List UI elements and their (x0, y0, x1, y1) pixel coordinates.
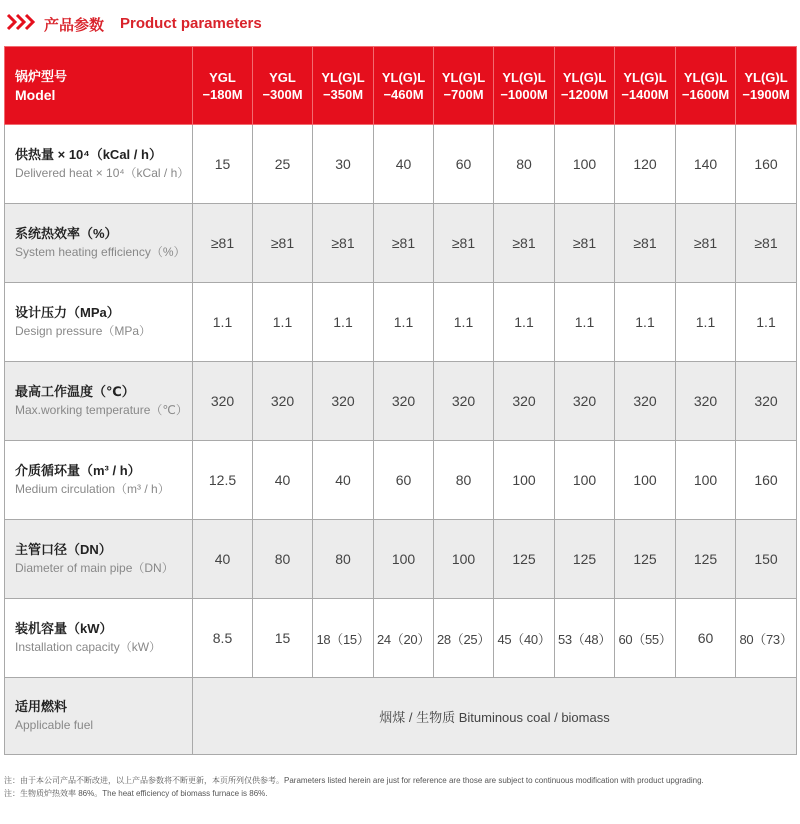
footnotes (4, 774, 796, 800)
table-row (5, 520, 797, 599)
table-cell: ≥81 (434, 204, 494, 283)
footnote-2: 注：生物质炉热效率 86%。The heat efficiency of biomass furnace is 86%. (4, 789, 268, 798)
table-cell: 100 (434, 520, 494, 599)
table-row (5, 362, 797, 441)
model-name-line2: −1200M (560, 86, 609, 102)
table-cell: 1.1 (555, 283, 615, 362)
model-name-line1: YL(G)L (744, 69, 788, 85)
table-cell: 1.1 (313, 283, 374, 362)
row-label-cn: 最高工作温度（℃） (15, 384, 135, 399)
model-header-cell (434, 47, 494, 125)
table-cell: 15 (253, 599, 313, 678)
table-cell: 1.1 (615, 283, 676, 362)
model-header-cell (615, 47, 676, 125)
table-cell: 45（40） (494, 599, 555, 678)
footnote-1: 注：由于本公司产品不断改进，以上产品参数将不断更新，本页所列仅供参考。Parameters listed herein are just for reference are those are subject to continuous modification with product upgrading. (4, 776, 704, 785)
table-cell: 100 (615, 441, 676, 520)
model-name-line2: −350M (322, 86, 364, 102)
model-header-cell (736, 47, 797, 125)
model-name-line1: YL(G)L (683, 69, 728, 85)
table-cell: ≥81 (494, 204, 555, 283)
table-cell: ≥81 (374, 204, 434, 283)
table-cell: 160 (736, 441, 797, 520)
table-cell: 100 (555, 441, 615, 520)
table-cell: ≥81 (253, 204, 313, 283)
model-header-cell (494, 47, 555, 125)
table-cell: 40 (374, 125, 434, 204)
table-cell: ≥81 (313, 204, 374, 283)
row-label-cell (5, 520, 193, 599)
table-cell: ≥81 (736, 204, 797, 283)
table-cell: 40 (313, 441, 374, 520)
product-parameters-table (4, 46, 797, 755)
model-name-line2: −1900M (742, 86, 790, 102)
table-cell: 1.1 (494, 283, 555, 362)
row-label-en: Applicable fuel (15, 718, 94, 732)
table-cell: 320 (253, 362, 313, 441)
model-name-line1: YL(G)L (502, 69, 546, 85)
table-cell: 28（25） (434, 599, 494, 678)
row-label-en: System heating efficiency（%） (15, 245, 186, 259)
model-name-line1: YGL (269, 69, 296, 85)
fuel-value-cell: 烟煤 / 生物质 Bituminous coal / biomass (193, 678, 797, 755)
model-name-line1: YGL (209, 69, 236, 85)
table-cell: 53（48） (555, 599, 615, 678)
double-chevron-right-icon (6, 12, 36, 32)
model-name-line1: YL(G)L (441, 69, 486, 85)
row-label-en: Installation capacity（kW） (15, 640, 162, 654)
table-cell: 12.5 (193, 441, 253, 520)
row-label-en: Max.working temperature（℃） (15, 403, 188, 417)
table-cell: 24（20） (374, 599, 434, 678)
header-label-cn: 锅炉型号 (15, 68, 68, 84)
table-cell: ≥81 (555, 204, 615, 283)
header-label-en: Model (15, 86, 56, 103)
table-cell: 80 (434, 441, 494, 520)
section-title-cn: 产品参数 (44, 17, 105, 34)
table-cell: 120 (615, 125, 676, 204)
model-header-cell (193, 47, 253, 125)
model-header-cell (555, 47, 615, 125)
table-cell: 320 (434, 362, 494, 441)
row-label-cell (5, 678, 193, 755)
row-label-cn: 适用燃料 (15, 699, 68, 714)
table-cell: 160 (736, 125, 797, 204)
row-label-en: Delivered heat × 10⁴（kCal / h） (15, 166, 190, 180)
header-label-cell (5, 47, 193, 125)
table-row (5, 125, 797, 204)
table-row (5, 441, 797, 520)
row-label-cn: 介质循环量（m³ / h） (15, 463, 141, 478)
row-label-en: Medium circulation（m³ / h） (15, 482, 170, 496)
row-label-cn: 供热量 × 10⁴（kCal / h） (15, 147, 162, 162)
row-label-cn: 装机容量（kW） (15, 621, 113, 636)
model-header-cell (374, 47, 434, 125)
table-row (5, 283, 797, 362)
table-cell: 320 (615, 362, 676, 441)
table-header-row (5, 47, 797, 125)
table-cell: ≥81 (193, 204, 253, 283)
table-cell: 80（73） (736, 599, 797, 678)
table-cell: 60（55） (615, 599, 676, 678)
row-label-cn: 主管口径（DN） (15, 542, 112, 557)
model-header-cell (253, 47, 313, 125)
row-label-cn: 设计压力（MPa） (15, 305, 120, 320)
row-label-cell (5, 599, 193, 678)
table-cell: 1.1 (253, 283, 313, 362)
table-cell: 320 (676, 362, 736, 441)
table-cell: 8.5 (193, 599, 253, 678)
row-label-cell (5, 441, 193, 520)
table-cell: 140 (676, 125, 736, 204)
model-name-line2: −460M (383, 86, 424, 102)
table-cell: 1.1 (736, 283, 797, 362)
model-name-line2: −700M (443, 86, 484, 102)
table-cell: 80 (313, 520, 374, 599)
table-cell: 100 (555, 125, 615, 204)
table-cell: 40 (253, 441, 313, 520)
table-cell: 18（15） (313, 599, 374, 678)
fuel-row (5, 678, 797, 755)
model-header-cell (313, 47, 374, 125)
table-cell: 320 (494, 362, 555, 441)
model-name-line1: YL(G)L (381, 69, 426, 85)
table-cell: 320 (736, 362, 797, 441)
table-cell: 80 (494, 125, 555, 204)
row-label-cell (5, 204, 193, 283)
model-name-line2: −180M (202, 86, 243, 102)
table-cell: 1.1 (193, 283, 253, 362)
table-cell: 60 (434, 125, 494, 204)
table-cell: 1.1 (374, 283, 434, 362)
table-cell: 60 (374, 441, 434, 520)
table-cell: 320 (193, 362, 253, 441)
table-cell: 125 (555, 520, 615, 599)
table-cell: 320 (374, 362, 434, 441)
table-cell: 150 (736, 520, 797, 599)
table-cell: 60 (676, 599, 736, 678)
model-name-line2: −1600M (681, 86, 730, 102)
model-name-line1: YL(G)L (562, 69, 607, 85)
row-label-cell (5, 362, 193, 441)
table-row (5, 204, 797, 283)
model-name-line2: −300M (262, 86, 303, 102)
table-cell: 320 (555, 362, 615, 441)
row-label-en: Diameter of main pipe（DN） (15, 561, 174, 575)
table-cell: 1.1 (434, 283, 494, 362)
row-label-cell (5, 283, 193, 362)
model-name-line2: −1400M (621, 86, 669, 102)
table-cell: 100 (676, 441, 736, 520)
section-title-en: Product parameters (120, 15, 262, 32)
model-header-cell (676, 47, 736, 125)
table-cell: 100 (494, 441, 555, 520)
table-cell: 80 (253, 520, 313, 599)
table-cell: 40 (193, 520, 253, 599)
table-cell: 125 (494, 520, 555, 599)
table-cell: 1.1 (676, 283, 736, 362)
table-cell: ≥81 (676, 204, 736, 283)
row-label-cell (5, 125, 193, 204)
row-label-cn: 系统热效率（%） (15, 226, 118, 241)
table-cell: 15 (193, 125, 253, 204)
table-row (5, 599, 797, 678)
section-header (0, 0, 800, 46)
model-name-line1: YL(G)L (623, 69, 667, 85)
row-label-en: Design pressure（MPa） (15, 324, 152, 338)
table-cell: 100 (374, 520, 434, 599)
table-cell: 30 (313, 125, 374, 204)
table-cell: 25 (253, 125, 313, 204)
table-cell: 320 (313, 362, 374, 441)
model-name-line1: YL(G)L (321, 69, 365, 85)
table-cell: 125 (615, 520, 676, 599)
model-name-line2: −1000M (500, 86, 548, 102)
table-cell: ≥81 (615, 204, 676, 283)
table-cell: 125 (676, 520, 736, 599)
